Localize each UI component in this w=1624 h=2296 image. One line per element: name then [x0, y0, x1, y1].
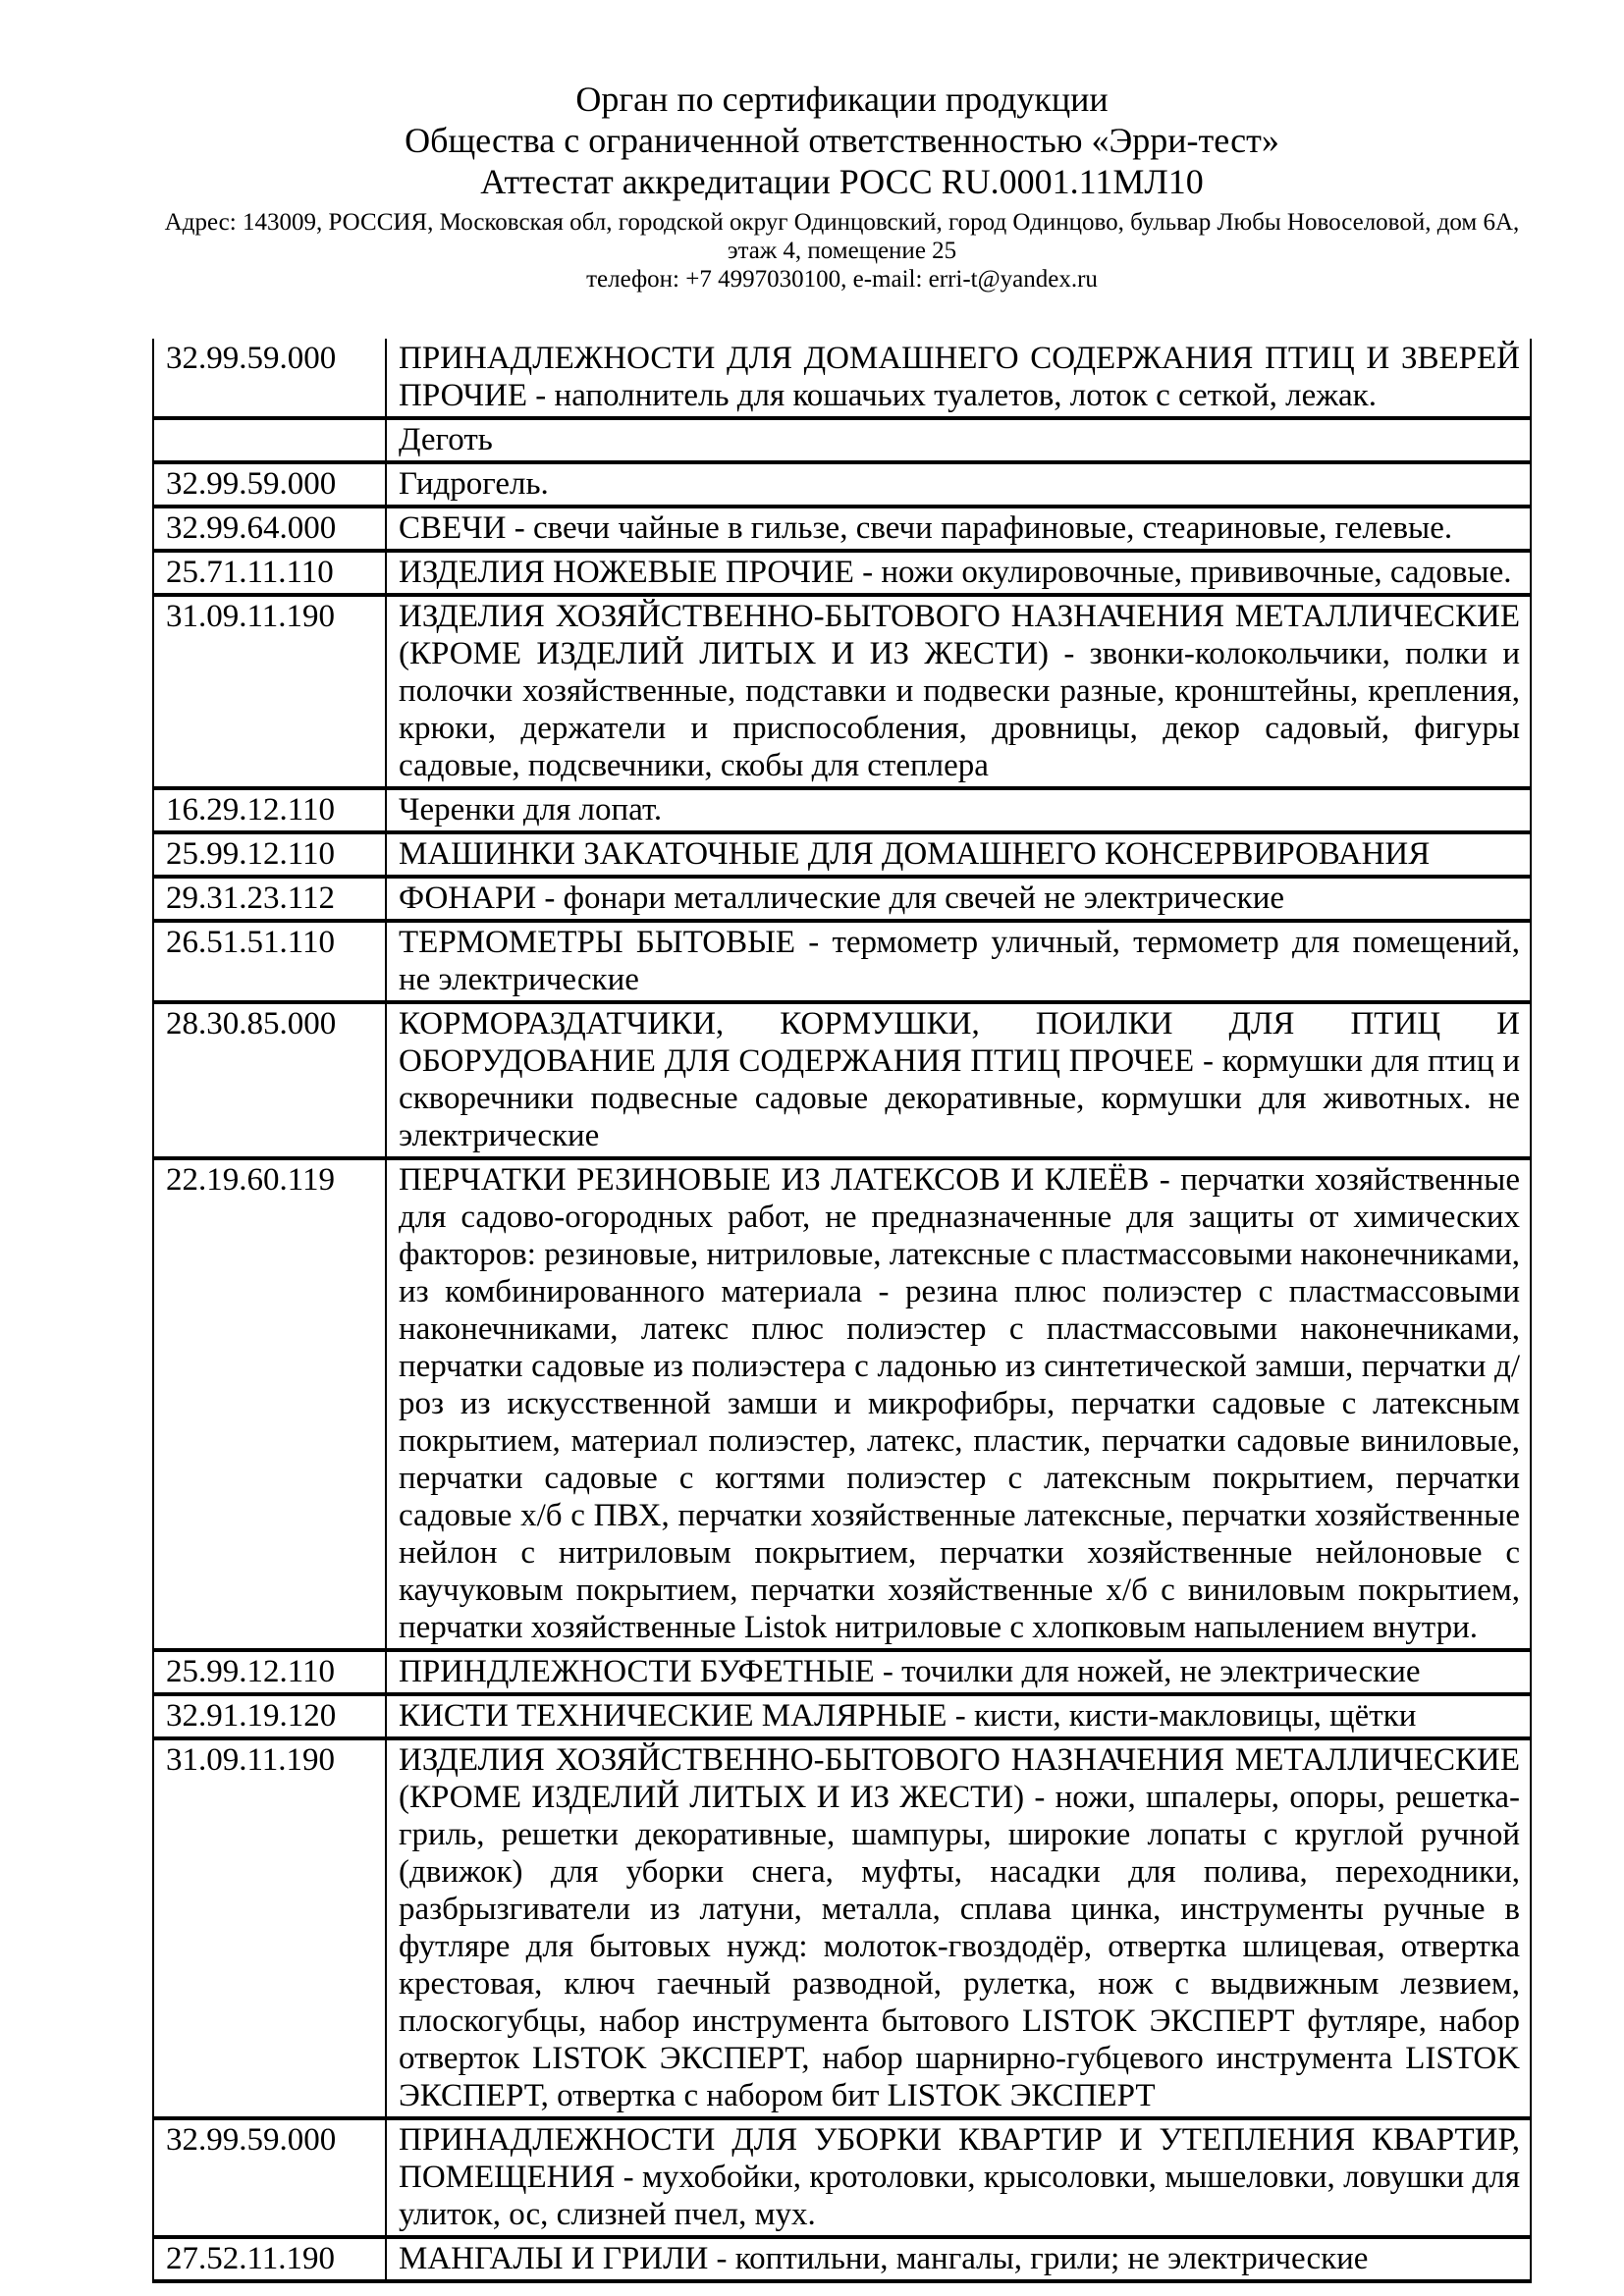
row-text: термометр уличный, термометр для помещений, не электрические: [399, 925, 1520, 997]
row-title: ПРИНДЛЕЖНОСТИ БУФЕТНЫЕ: [399, 1654, 875, 1689]
row-code: [153, 418, 386, 462]
row-description: [386, 1650, 1531, 1694]
row-description: [386, 832, 1531, 877]
row-description: [386, 877, 1531, 921]
row-text: кормушки для птиц и скворечники подвесные садовые декоративные, кормушки для животных. не электрические: [399, 1043, 1521, 1153]
row-text: перчатки хозяйственные для садово-огородных работ, не предназначенные для защиты от химических факторов: резиновые, нитриловые, латексные с пластмассовыми наконечниками, из комбинированного материала - резина плюс полиэстер с пластмассовыми наконечниками, латекс плюс полиэстер с пластмассовыми наконечниками, перчатки садовые из полиэстера с ладонью из синтетической замши, перчатки д/роз из искусственной замши и микрофибры, перчатки садовые с латексным покрытием, материал полиэстер, латекс, пластик, перчатки садовые виниловые, перчатки садовые с когтями полиэстер с латексным покрытием, перчатки садовые х/б с ПВХ, перчатки хозяйственные латексные, перчатки хозяйственные нейлон с нитриловым покрытием, перчатки хозяйственные нейлоновые с каучуковым покрытием, перчатки хозяйственные х/б с виниловым покрытием, перчатки хозяйственные Listok нитриловые с хлопковым напылением внутри.: [399, 1162, 1520, 1645]
row-description: [386, 788, 1531, 832]
row-text: Черенки для лопат.: [399, 792, 663, 828]
row-code: 25.99.12.110: [153, 1650, 386, 1694]
table-row: [153, 462, 1531, 507]
row-text: Деготь: [399, 422, 493, 457]
row-title: МАНГАЛЫ И ГРИЛИ: [399, 2241, 709, 2276]
row-text: фонари металлические для свечей не электрические: [563, 881, 1285, 916]
row-description: [386, 2237, 1531, 2281]
row-code: 25.99.12.110: [153, 832, 386, 877]
product-codes-table: [152, 339, 1532, 2283]
row-code: 28.30.85.000: [153, 1002, 386, 1158]
row-description: [386, 921, 1531, 1002]
row-title: ПЕРЧАТКИ РЕЗИНОВЫЕ ИЗ ЛАТЕКСОВ И КЛЕЁВ: [399, 1162, 1150, 1198]
row-separator: -: [874, 1654, 902, 1689]
table-row: [153, 1650, 1531, 1694]
row-title: ИЗДЕЛИЯ НОЖЕВЫЕ ПРОЧИЕ: [399, 555, 854, 590]
row-code: 16.29.12.110: [153, 788, 386, 832]
row-code: 22.19.60.119: [153, 1158, 386, 1650]
table-row: [153, 1002, 1531, 1158]
row-separator: -: [1194, 1043, 1222, 1079]
table-body: [153, 339, 1531, 2281]
row-description: [386, 1738, 1531, 2118]
row-title: ФОНАРИ: [399, 881, 537, 916]
row-title: КИСТИ ТЕХНИЧЕСКИЕ МАЛЯРНЫЕ: [399, 1698, 947, 1734]
row-code: 25.71.11.110: [153, 551, 386, 595]
row-description: [386, 507, 1531, 551]
table-row: [153, 921, 1531, 1002]
row-title: МАШИНКИ ЗАКАТОЧНЫЕ ДЛЯ ДОМАШНЕГО КОНСЕРВИРОВАНИЯ: [399, 836, 1431, 872]
row-separator: -: [615, 2160, 643, 2195]
document-header: [152, 79, 1532, 294]
row-code: 32.99.64.000: [153, 507, 386, 551]
row-text: ножи, шпалеры, опоры, решетка-гриль, решетки декоративные, шампуры, широкие лопаты с круглой ручной (движок) для уборки снега, муфты, насадки для полива, переходники, разбрызгиватели из латуни, металла, сплава цинка, инструменты ручные в футляре для бытовых нужд: молоток-гвоздодёр, отвертка шлицевая, отвертка крестовая, ключ гаечный разводной, рулетка, нож с выдвижным лезвием, плоскогубцы, набор инструмента бытового LISTOK ЭКСПЕРТ футляре, набор отверток LISTOK ЭКСПЕРТ, набор шарнирно-губцевого инструмента LISTOK ЭКСПЕРТ, отвертка с набором бит LISTOK ЭКСПЕРТ: [399, 1780, 1520, 2113]
table-row: [153, 877, 1531, 921]
row-separator: -: [947, 1698, 974, 1734]
row-description: [386, 339, 1531, 418]
table-row: [153, 2237, 1531, 2281]
row-separator: -: [1024, 1780, 1056, 1815]
row-text: ножи окулировочные, прививочные, садовые.: [881, 555, 1512, 590]
table-row: [153, 1738, 1531, 2118]
row-text: наполнитель для кошачьих туалетов, лоток с сеткой, лежак.: [554, 378, 1377, 413]
row-title: ИЗДЕЛИЯ ХОЗЯЙСТВЕННО-БЫТОВОГО НАЗНАЧЕНИЯ МЕТАЛЛИЧЕСКИЕ (КРОМЕ ИЗДЕЛИЙ ЛИТЫХ И ИЗ ЖЕСТИ): [399, 1742, 1520, 1815]
table-row: [153, 418, 1531, 462]
row-description: [386, 595, 1531, 788]
row-separator: -: [1049, 636, 1090, 671]
row-text: свечи чайные в гильзе, свечи парафиновые, стеариновые, гелевые.: [532, 510, 1453, 546]
row-title: ПРИНАДЛЕЖНОСТИ ДЛЯ УБОРКИ КВАРТИР И УТЕПЛЕНИЯ КВАРТИР, ПОМЕЩЕНИЯ: [399, 2122, 1520, 2195]
table-row: [153, 339, 1531, 418]
row-text: коптильни, мангалы, грили; не электрические: [734, 2241, 1369, 2276]
row-code: 32.99.59.000: [153, 339, 386, 418]
contact-line: телефон: +7 4997030100, e-mail: erri-t@yandex.ru: [586, 266, 1098, 293]
row-text: кисти, кисти-макловицы, щётки: [973, 1698, 1417, 1734]
row-separator: -: [853, 555, 882, 590]
table-row: [153, 832, 1531, 877]
row-title: ИЗДЕЛИЯ ХОЗЯЙСТВЕННО-БЫТОВОГО НАЗНАЧЕНИЯ МЕТАЛЛИЧЕСКИЕ (КРОМЕ ИЗДЕЛИЙ ЛИТЫХ И ИЗ ЖЕСТИ): [399, 599, 1520, 671]
row-separator: -: [536, 881, 564, 916]
row-code: 31.09.11.190: [153, 595, 386, 788]
row-separator: -: [795, 925, 833, 960]
row-title: СВЕЧИ: [399, 510, 507, 546]
row-code: 29.31.23.112: [153, 877, 386, 921]
address-line: Адрес: 143009, РОССИЯ, Московская обл, городской округ Одинцовский, город Одинцово, бульвар Любы Новоселовой, дом 6А, этаж 4, помещение 25: [164, 209, 1520, 264]
table-row: [153, 788, 1531, 832]
row-text: мухобойки, кротоловки, крысоловки, мышеловки, ловушки для улиток, ос, слизней пчел, мух.: [399, 2160, 1520, 2232]
row-title: ТЕРМОМЕТРЫ БЫТОВЫЕ: [399, 925, 796, 960]
row-separator: -: [1149, 1162, 1181, 1198]
row-text: звонки-колокольчики, полки и полочки хозяйственные, подставки и подвески разные, кронштейны, крепления, крюки, держатели и приспособления, дровницы, декор садовый, фигуры садовые, подсвечники, скобы для степлера: [399, 636, 1520, 783]
row-description: [386, 418, 1531, 462]
accreditation-line: Аттестат аккредитации РОСС RU.0001.11МЛ10: [480, 162, 1204, 201]
row-description: [386, 462, 1531, 507]
table-row: [153, 1694, 1531, 1738]
row-separator: -: [506, 510, 533, 546]
address-block: [152, 208, 1532, 294]
table-row: [153, 507, 1531, 551]
row-description: [386, 551, 1531, 595]
row-text: Гидрогель.: [399, 466, 549, 502]
row-description: [386, 1694, 1531, 1738]
row-code: 26.51.51.110: [153, 921, 386, 1002]
table-row: [153, 2118, 1531, 2237]
row-text: точилки для ножей, не электрические: [901, 1654, 1421, 1689]
table-row: [153, 551, 1531, 595]
org-title-line2: Общества с ограниченной ответственностью «Эрри-тест»: [405, 121, 1279, 160]
row-separator: -: [527, 378, 555, 413]
table-row: [153, 1158, 1531, 1650]
row-title: ПРИНАДЛЕЖНОСТИ ДЛЯ ДОМАШНЕГО СОДЕРЖАНИЯ ПТИЦ И ЗВЕРЕЙ ПРОЧИЕ: [399, 341, 1520, 413]
row-code: 32.99.59.000: [153, 2118, 386, 2237]
row-code: 31.09.11.190: [153, 1738, 386, 2118]
certificate-page: [152, 0, 1532, 2283]
row-separator: -: [708, 2241, 735, 2276]
row-code: 32.99.59.000: [153, 462, 386, 507]
row-code: 32.91.19.120: [153, 1694, 386, 1738]
table-row: [153, 595, 1531, 788]
org-title-line1: Орган по сертификации продукции: [575, 80, 1109, 119]
row-title: КОРМОРАЗДАТЧИКИ, КОРМУШКИ, ПОИЛКИ ДЛЯ ПТИЦ И ОБОРУДОВАНИЕ ДЛЯ СОДЕРЖАНИЯ ПТИЦ ПРОЧЕЕ: [399, 1006, 1520, 1079]
row-code: 27.52.11.190: [153, 2237, 386, 2281]
row-description: [386, 1158, 1531, 1650]
row-description: [386, 1002, 1531, 1158]
row-description: [386, 2118, 1531, 2237]
